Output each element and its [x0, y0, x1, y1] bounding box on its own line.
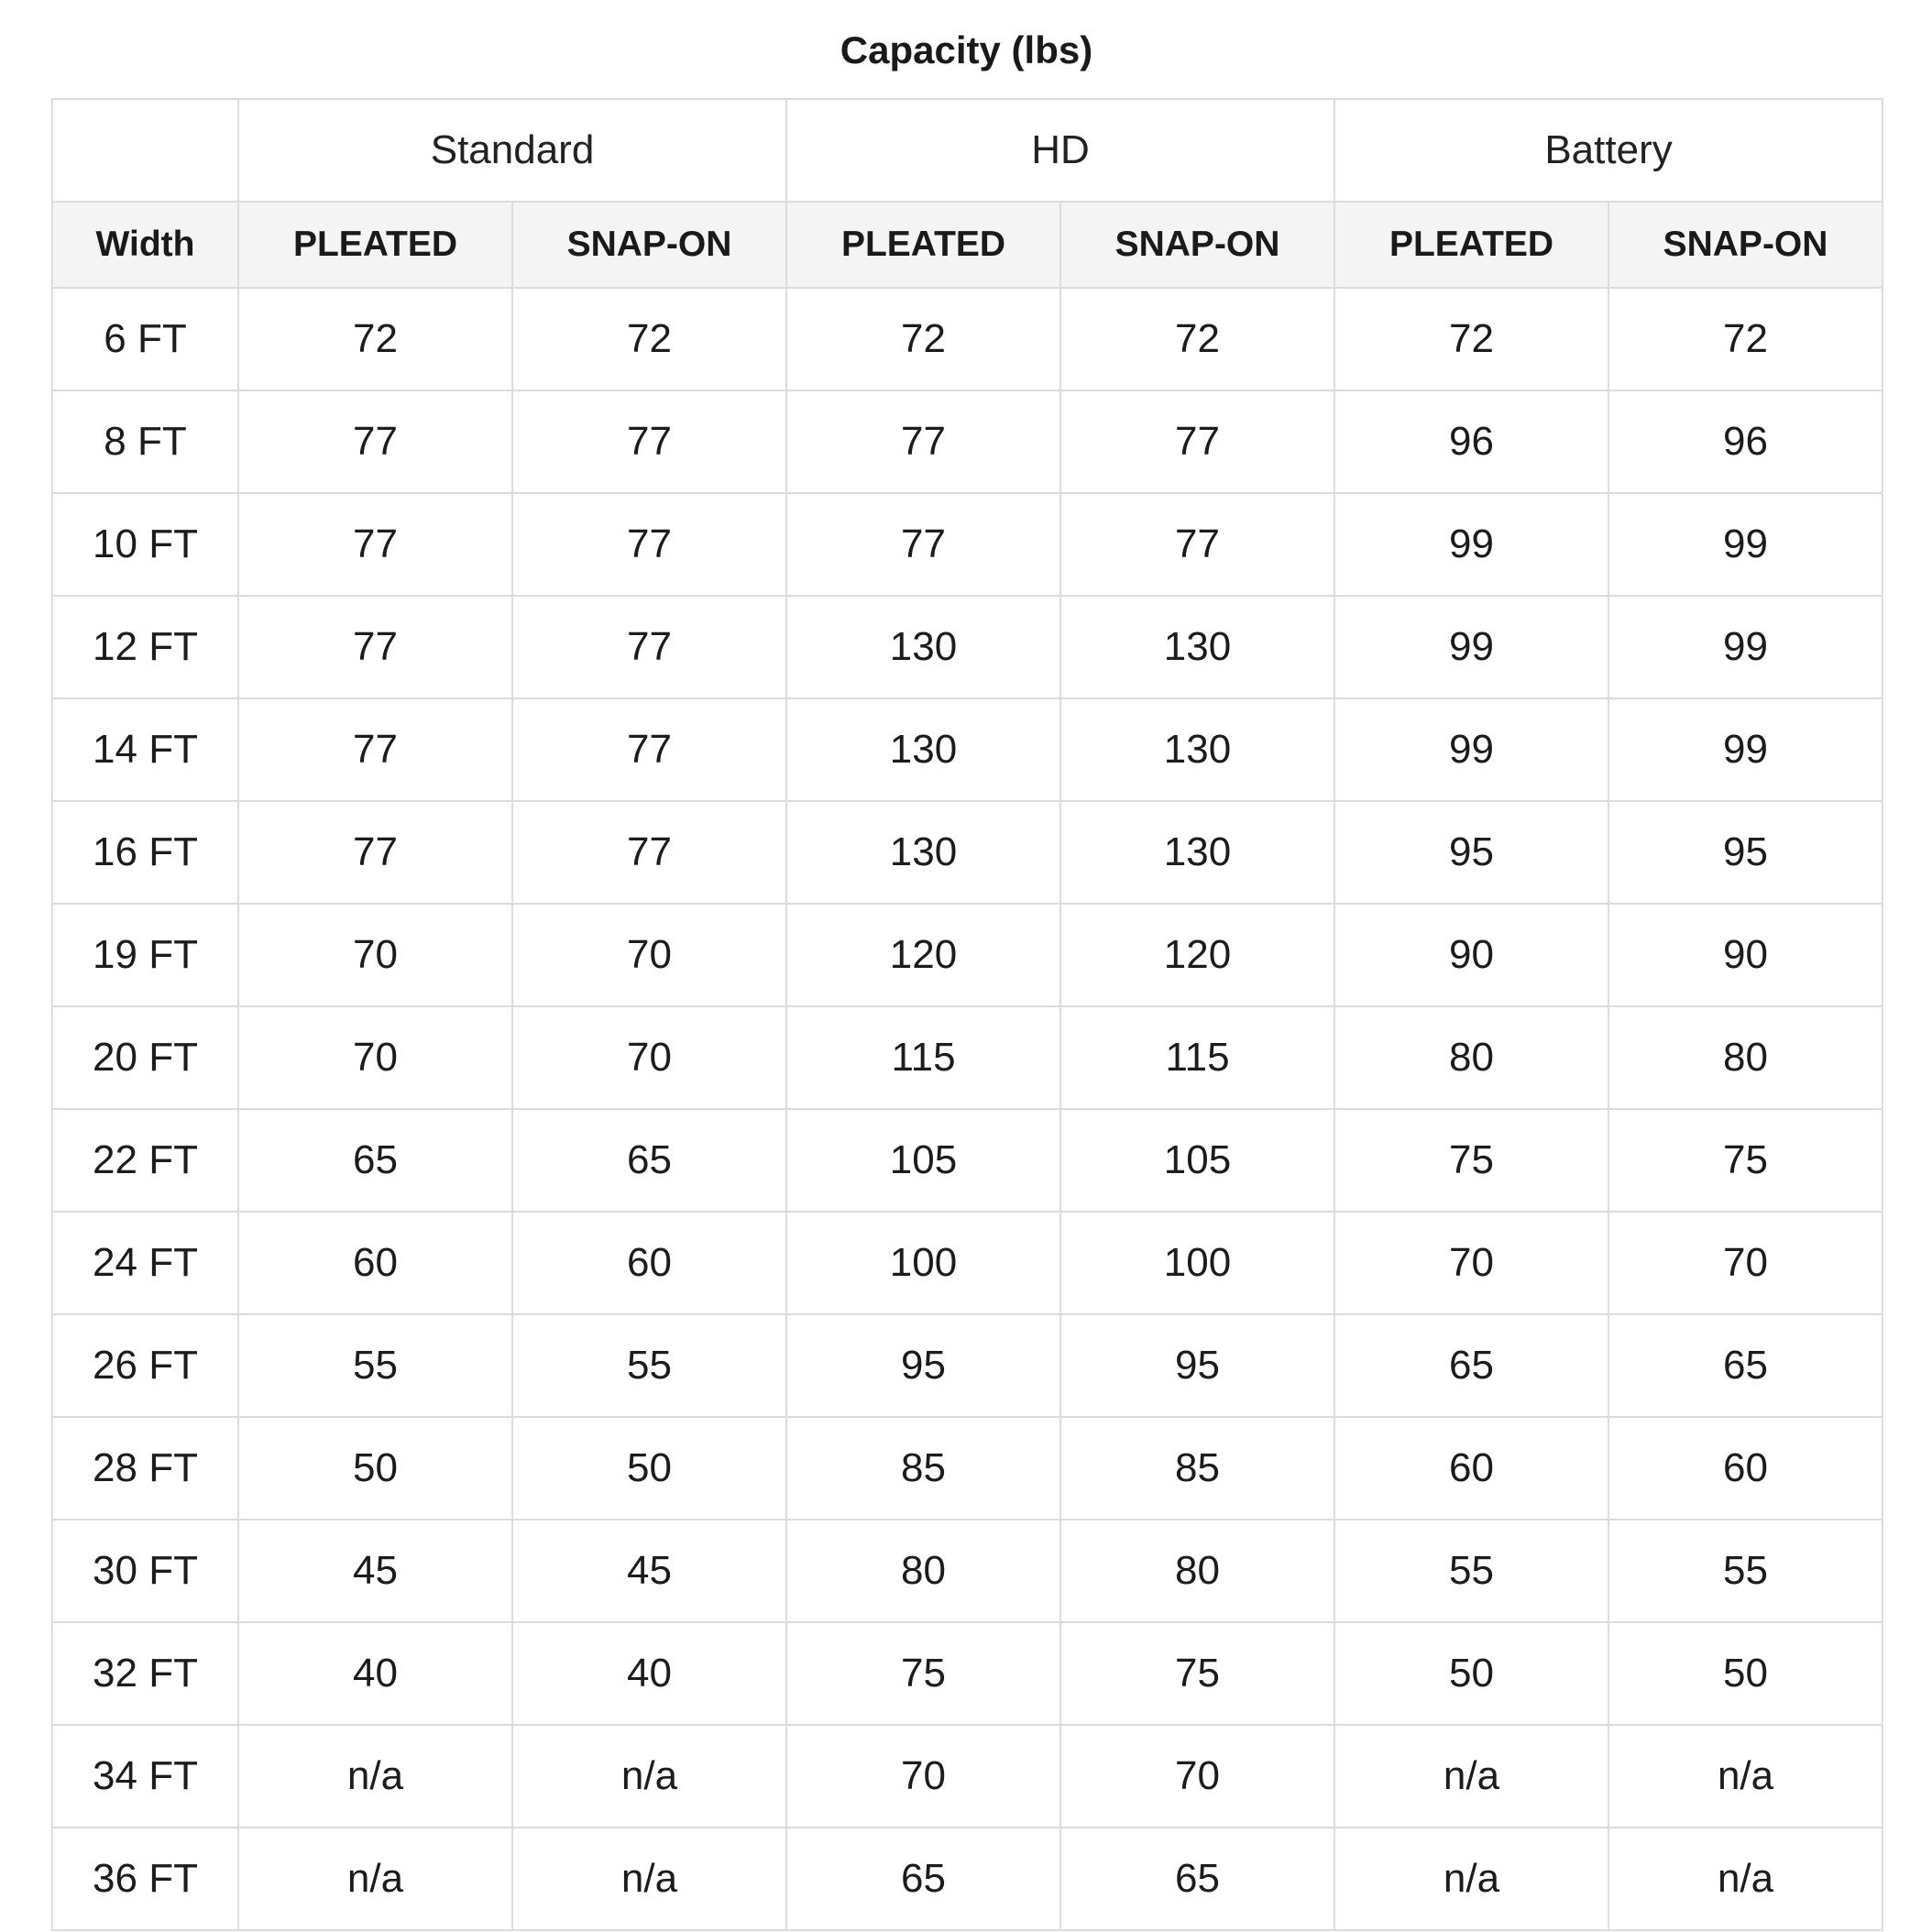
value-cell: 105 [786, 1109, 1060, 1212]
value-cell: 120 [786, 904, 1060, 1006]
value-cell: 65 [512, 1109, 786, 1212]
column-header-battery-snap-on: SNAP-ON [1608, 202, 1883, 288]
table-row [52, 801, 1883, 904]
column-header-hd-snap-on: SNAP-ON [1060, 202, 1334, 288]
value-cell: 120 [1060, 904, 1334, 1006]
table-row [52, 1725, 1883, 1828]
row-width-cell: 30 FT [52, 1520, 238, 1622]
value-cell: 55 [1608, 1520, 1883, 1622]
value-cell: 75 [786, 1622, 1060, 1725]
table-row [52, 596, 1883, 698]
value-cell: 77 [786, 390, 1060, 493]
value-cell: 45 [238, 1520, 512, 1622]
value-cell: 72 [786, 288, 1060, 390]
value-cell: 99 [1608, 493, 1883, 596]
table-row [52, 1828, 1883, 1930]
value-cell: 99 [1334, 596, 1608, 698]
table-row [52, 390, 1883, 493]
value-cell: 60 [1334, 1417, 1608, 1520]
table-row [52, 1622, 1883, 1725]
table-row [52, 288, 1883, 390]
value-cell: n/a [238, 1828, 512, 1930]
value-cell: 75 [1060, 1622, 1334, 1725]
value-cell: 77 [238, 390, 512, 493]
value-cell: 75 [1334, 1109, 1608, 1212]
value-cell: 65 [1608, 1314, 1883, 1417]
value-cell: 130 [786, 801, 1060, 904]
value-cell: 99 [1608, 596, 1883, 698]
value-cell: 99 [1334, 493, 1608, 596]
value-cell: 50 [512, 1417, 786, 1520]
value-cell: 100 [1060, 1212, 1334, 1314]
column-header-width: Width [52, 202, 238, 288]
value-cell: 77 [512, 801, 786, 904]
value-cell: 77 [238, 801, 512, 904]
column-header-standard-pleated: PLEATED [238, 202, 512, 288]
row-width-cell: 16 FT [52, 801, 238, 904]
value-cell: 77 [238, 698, 512, 801]
value-cell: 77 [512, 698, 786, 801]
value-cell: 95 [1608, 801, 1883, 904]
value-cell: 70 [238, 1006, 512, 1109]
value-cell: 80 [786, 1520, 1060, 1622]
value-cell: 50 [238, 1417, 512, 1520]
value-cell: 72 [1608, 288, 1883, 390]
value-cell: 72 [512, 288, 786, 390]
value-cell: 77 [1060, 493, 1334, 596]
value-cell: 60 [238, 1212, 512, 1314]
row-width-cell: 10 FT [52, 493, 238, 596]
table-row [52, 493, 1883, 596]
capacity-table [51, 98, 1883, 1931]
value-cell: 130 [1060, 698, 1334, 801]
table-row [52, 1212, 1883, 1314]
table-row [52, 904, 1883, 1006]
value-cell: 85 [1060, 1417, 1334, 1520]
value-cell: 77 [512, 493, 786, 596]
table-title: Capacity (lbs) [840, 28, 1093, 71]
value-cell: 70 [1334, 1212, 1608, 1314]
group-header-battery: Battery [1334, 99, 1883, 202]
value-cell: 55 [1334, 1520, 1608, 1622]
value-cell: 65 [786, 1828, 1060, 1930]
value-cell: 65 [238, 1109, 512, 1212]
column-header-hd-pleated: PLEATED [786, 202, 1060, 288]
value-cell: 130 [786, 596, 1060, 698]
value-cell: 99 [1334, 698, 1608, 801]
value-cell: 99 [1608, 698, 1883, 801]
value-cell: 77 [238, 493, 512, 596]
value-cell: 77 [786, 493, 1060, 596]
row-width-cell: 8 FT [52, 390, 238, 493]
value-cell: n/a [512, 1725, 786, 1828]
table-body [52, 288, 1883, 1930]
value-cell: n/a [1608, 1725, 1883, 1828]
row-width-cell: 34 FT [52, 1725, 238, 1828]
table-row [52, 1109, 1883, 1212]
value-cell: 80 [1334, 1006, 1608, 1109]
value-cell: 77 [238, 596, 512, 698]
value-cell: 85 [786, 1417, 1060, 1520]
value-cell: n/a [238, 1725, 512, 1828]
value-cell: 70 [1608, 1212, 1883, 1314]
value-cell: 90 [1608, 904, 1883, 1006]
row-width-cell: 6 FT [52, 288, 238, 390]
value-cell: 72 [238, 288, 512, 390]
value-cell: 75 [1608, 1109, 1883, 1212]
value-cell: 60 [1608, 1417, 1883, 1520]
value-cell: 115 [786, 1006, 1060, 1109]
value-cell: 77 [512, 596, 786, 698]
value-cell: 50 [1334, 1622, 1608, 1725]
value-cell: n/a [1334, 1725, 1608, 1828]
value-cell: 65 [1060, 1828, 1334, 1930]
value-cell: 115 [1060, 1006, 1334, 1109]
row-width-cell: 19 FT [52, 904, 238, 1006]
value-cell: 90 [1334, 904, 1608, 1006]
value-cell: 50 [1608, 1622, 1883, 1725]
row-width-cell: 28 FT [52, 1417, 238, 1520]
value-cell: 80 [1608, 1006, 1883, 1109]
value-cell: 100 [786, 1212, 1060, 1314]
table-row [52, 698, 1883, 801]
value-cell: 130 [1060, 801, 1334, 904]
column-header-battery-pleated: PLEATED [1334, 202, 1608, 288]
value-cell: 72 [1060, 288, 1334, 390]
row-width-cell: 14 FT [52, 698, 238, 801]
value-cell: 40 [512, 1622, 786, 1725]
value-cell: 70 [786, 1725, 1060, 1828]
value-cell: 70 [512, 904, 786, 1006]
value-cell: 40 [238, 1622, 512, 1725]
row-width-cell: 24 FT [52, 1212, 238, 1314]
group-header-standard: Standard [238, 99, 786, 202]
value-cell: 96 [1334, 390, 1608, 493]
corner-cell [52, 99, 238, 202]
value-cell: 130 [786, 698, 1060, 801]
table-row [52, 1006, 1883, 1109]
group-header-hd: HD [786, 99, 1334, 202]
value-cell: n/a [512, 1828, 786, 1930]
value-cell: 96 [1608, 390, 1883, 493]
row-width-cell: 12 FT [52, 596, 238, 698]
value-cell: 60 [512, 1212, 786, 1314]
value-cell: 130 [1060, 596, 1334, 698]
value-cell: 65 [1334, 1314, 1608, 1417]
table-row [52, 1417, 1883, 1520]
value-cell: 95 [786, 1314, 1060, 1417]
value-cell: 70 [1060, 1725, 1334, 1828]
value-cell: 55 [512, 1314, 786, 1417]
column-header-standard-snap-on: SNAP-ON [512, 202, 786, 288]
value-cell: 80 [1060, 1520, 1334, 1622]
column-header-row [52, 202, 1883, 288]
value-cell: 95 [1334, 801, 1608, 904]
table-row [52, 1520, 1883, 1622]
value-cell: 70 [238, 904, 512, 1006]
value-cell: 55 [238, 1314, 512, 1417]
row-width-cell: 36 FT [52, 1828, 238, 1930]
row-width-cell: 32 FT [52, 1622, 238, 1725]
value-cell: 77 [1060, 390, 1334, 493]
value-cell: 45 [512, 1520, 786, 1622]
table-row [52, 1314, 1883, 1417]
value-cell: 105 [1060, 1109, 1334, 1212]
value-cell: 70 [512, 1006, 786, 1109]
group-header-row [52, 99, 1883, 202]
value-cell: n/a [1334, 1828, 1608, 1930]
row-width-cell: 22 FT [52, 1109, 238, 1212]
row-width-cell: 20 FT [52, 1006, 238, 1109]
value-cell: n/a [1608, 1828, 1883, 1930]
value-cell: 77 [512, 390, 786, 493]
value-cell: 72 [1334, 288, 1608, 390]
value-cell: 95 [1060, 1314, 1334, 1417]
row-width-cell: 26 FT [52, 1314, 238, 1417]
